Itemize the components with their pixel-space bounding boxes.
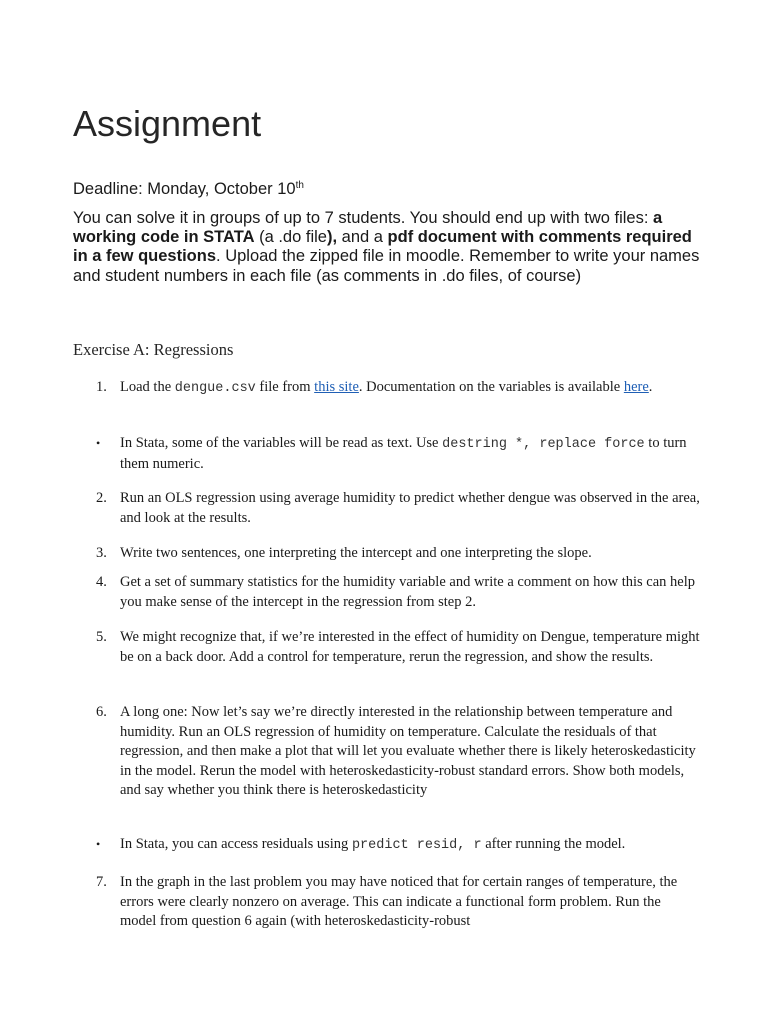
item-text: Run an OLS regression using average humidity to predict whether dengue was observed in the area, and look at the results. bbox=[120, 490, 700, 526]
item-text: Get a set of summary statistics for the humidity variable and write a comment on how this can help you make sense of the intercept in the regression from step 2. bbox=[120, 574, 696, 610]
item-text-part: file from bbox=[255, 379, 315, 395]
deadline bbox=[73, 180, 304, 199]
item-number: 3. bbox=[96, 545, 107, 561]
intro-text-4: . Upload the zipped file in moodle. Remember to write your names and student numbers in each file (as comments in .do files, of course) bbox=[73, 247, 700, 285]
item-text bbox=[120, 378, 700, 399]
deadline-suffix: th bbox=[295, 180, 304, 191]
item-number: 4. bbox=[96, 574, 107, 590]
item-text-part: after running the model. bbox=[481, 836, 626, 852]
item-text: A long one: Now let’s say we’re directly interested in the relationship between temperature and humidity. Run an OLS regression of humidity on temperature. Calculate the residuals of that regression, and then make a plot that will let you evaluate whether there is likely heteroskedasticity in the model. Rerun the model with heteroskedasticity-robust standard errors. Show both models, and say whether you think there is heteroskedasticity bbox=[120, 704, 696, 798]
item-text-part: . Documentation on the variables is available bbox=[358, 379, 624, 395]
intro-text-1: You can solve it in groups of up to 7 students. You should end up with two files: bbox=[73, 209, 654, 227]
item-text-part: In Stata, you can access residuals using bbox=[120, 836, 352, 852]
item-text: In the graph in the last problem you may have noticed that for certain ranges of temperature, the errors were clearly nonzero on average. This can indicate a functional form problem. Run the model from question 6 again (with heteroskedasticity-robust bbox=[120, 874, 678, 929]
item-text-part: Load the bbox=[120, 379, 175, 395]
item-text-part: In Stata, some of the variables will be read as text. Use bbox=[120, 435, 443, 451]
item-number: 1. bbox=[96, 379, 107, 395]
item-number: 5. bbox=[96, 629, 107, 645]
item-text-part: . bbox=[648, 379, 653, 395]
deadline-text: Deadline: Monday, October 10 bbox=[73, 180, 296, 198]
intro-text-3: and a bbox=[337, 228, 388, 247]
item-text-part: to turn them numeric. bbox=[120, 435, 687, 472]
code-snippet: dengue.csv bbox=[174, 381, 256, 396]
item-text bbox=[120, 835, 700, 856]
intro-paragraph bbox=[73, 209, 703, 286]
item-text: We might recognize that, if we’re interested in the effect of humidity on Dengue, temperature might be on a back door. Add a control for temperature, rerun the regression, and show the results. bbox=[120, 629, 700, 665]
item-number: 6. bbox=[96, 704, 107, 720]
bullet-marker: • bbox=[96, 436, 101, 450]
this-site-link[interactable]: this site bbox=[314, 379, 359, 395]
intro-bold-1: a working code in STATA bbox=[73, 209, 663, 247]
item-number: 2. bbox=[96, 490, 107, 506]
item-text: Write two sentences, one interpreting the intercept and one interpreting the slope. bbox=[120, 545, 592, 561]
item-text bbox=[120, 434, 700, 474]
intro-text-2: (a .do file bbox=[254, 228, 327, 247]
code-snippet: predict resid, r bbox=[351, 838, 482, 853]
item-number: 7. bbox=[96, 874, 107, 890]
intro-bold-2: ), bbox=[326, 228, 338, 247]
bullet-marker: • bbox=[96, 837, 101, 851]
section-title: Exercise A: Regressions bbox=[73, 340, 234, 359]
intro-bold-3: pdf document with comments required in a few questions bbox=[73, 228, 692, 266]
page-title: Assignment bbox=[73, 103, 262, 144]
here-link[interactable]: here bbox=[623, 379, 649, 395]
code-snippet: destring *, replace force bbox=[442, 437, 645, 452]
